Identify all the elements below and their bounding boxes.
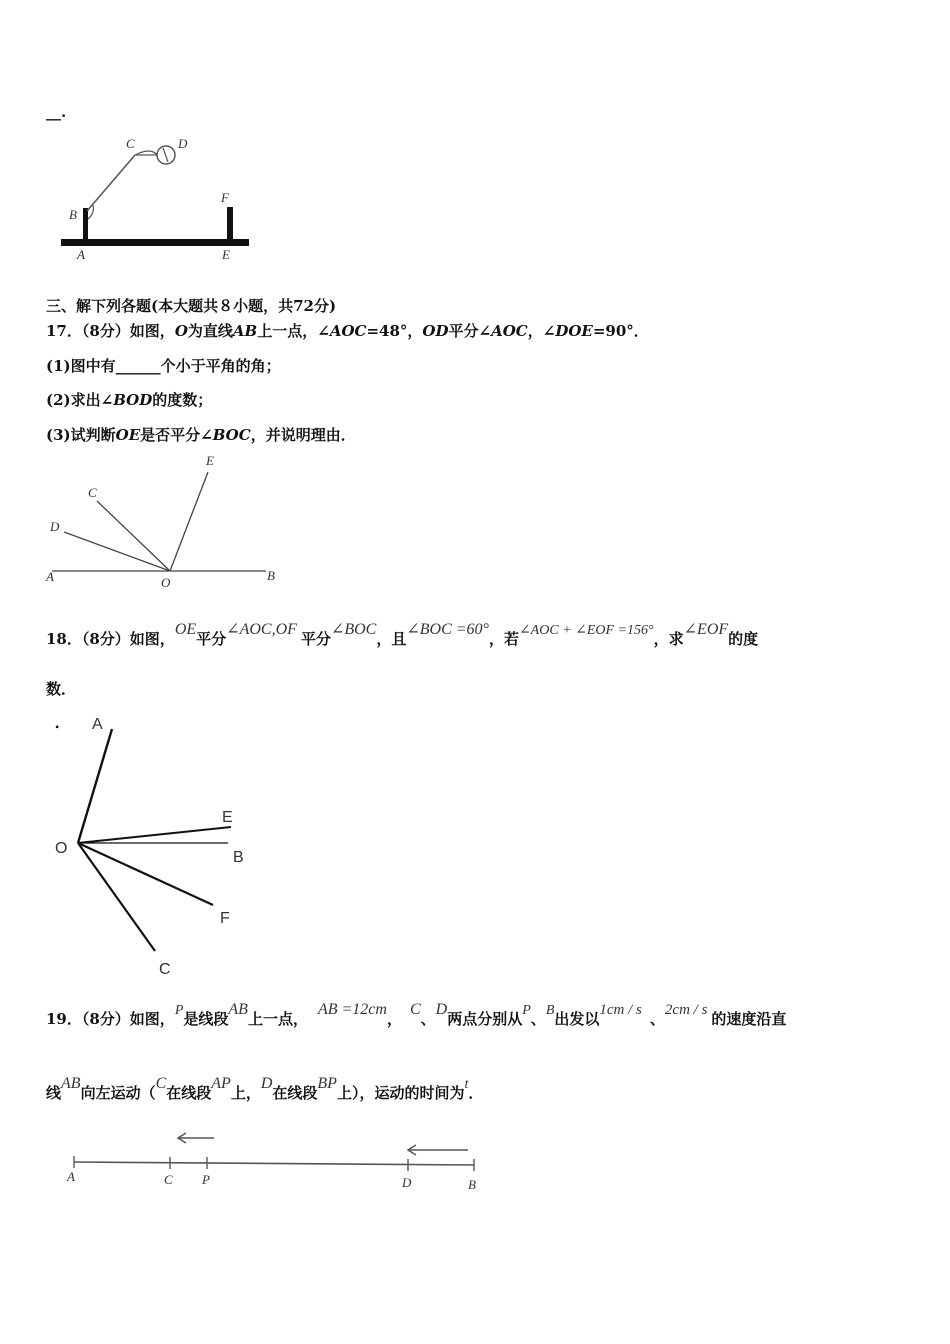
q17-p3-pre: (3)试判断 — [46, 426, 116, 444]
q17-aoc2: ∠AOC — [478, 322, 528, 340]
q18-stem-pre: 18．（8分）如图， — [46, 630, 175, 648]
pole-ab — [83, 208, 88, 241]
label-e: E — [206, 453, 214, 468]
label-f: F — [221, 190, 229, 205]
q18-m5: ∠AOC + ∠EOF =156° — [518, 623, 654, 638]
q19-t3: ， — [386, 1010, 402, 1028]
label-d: D — [50, 519, 60, 534]
top-fragment: __. — [46, 103, 67, 121]
q17-p3-post: ，并说明理由． — [250, 426, 356, 444]
q18-line2: 数． — [46, 680, 77, 698]
pole-ef — [227, 207, 233, 241]
figure-17 — [40, 450, 290, 590]
q19-t4: 、 — [420, 1010, 436, 1028]
q17-p3-oe: OE — [115, 426, 141, 444]
label-c: C — [164, 1172, 173, 1187]
ray-oe — [78, 827, 231, 843]
label-b: B — [267, 568, 275, 583]
label-d: D — [178, 136, 188, 151]
q19-l2-m6: t — [464, 1077, 469, 1092]
q19-m1: P — [174, 1003, 184, 1018]
q17-t5: ， — [527, 322, 543, 340]
q19-t1: 是线段 — [183, 1010, 229, 1028]
q19-m3: AB =12cm — [317, 1001, 387, 1018]
segment-ab — [74, 1162, 474, 1165]
q18-m4: ∠BOC =60° — [406, 621, 489, 638]
q18-t2: 平分 — [300, 630, 331, 648]
q17-part2 — [46, 389, 212, 410]
ray-oc — [78, 843, 155, 951]
q17-t2: 上一点， — [257, 322, 318, 340]
q17-p2-post: 的度数； — [152, 391, 213, 409]
label-c: C — [159, 961, 171, 978]
q17-stem — [46, 320, 649, 341]
label-a: A — [92, 716, 103, 733]
label-c: C — [88, 485, 97, 500]
q18-t4: ，若 — [488, 630, 519, 648]
q19-l2-t4: 在线段 — [272, 1084, 318, 1102]
q19-l2-t6: ． — [468, 1084, 484, 1102]
q17-p3-boc: ∠BOC — [200, 426, 251, 444]
q19-t9: 的速度沿直 — [711, 1010, 787, 1028]
label-a: A — [77, 247, 85, 262]
q19-m8: 1cm / s — [599, 1002, 642, 1018]
circle-d-mark — [163, 148, 168, 162]
q18-m6: ∠EOF — [683, 621, 729, 638]
q17-part1: (1)图中有______个小于平角的角； — [46, 357, 281, 375]
q19-line2 — [46, 1075, 484, 1103]
q19-l2-t5: 上），运动的时间为 — [336, 1084, 465, 1102]
q19-m4: C — [409, 1001, 421, 1018]
label-b: B — [468, 1177, 476, 1192]
q18-t3: ，且 — [376, 630, 407, 648]
q17-ab: AB — [232, 322, 258, 340]
label-c: C — [126, 136, 135, 151]
ground-bar — [61, 239, 249, 246]
label-a: A — [46, 569, 54, 584]
q17-t1: 为直线 — [187, 322, 233, 340]
q17-part3 — [46, 424, 356, 445]
label-o: O — [55, 840, 68, 857]
q19-l2-m4: D — [260, 1075, 273, 1092]
q18-m2: ∠AOC,OF — [226, 621, 297, 638]
q17-o: O — [174, 322, 188, 340]
q17-p2-pre: (2)求出 — [46, 391, 101, 409]
label-p: P — [202, 1172, 210, 1187]
figure-18 — [45, 705, 275, 985]
q19-l2-m1: AB — [61, 1075, 81, 1092]
q17-p2-bod: ∠BOD — [100, 391, 153, 409]
q19-stem — [46, 1001, 787, 1029]
ray-od — [64, 532, 170, 571]
ray-of — [78, 843, 213, 905]
q17-t3: =48°， — [366, 322, 423, 340]
ray-oc — [97, 501, 170, 571]
q19-l2-t1: 向左运动（ — [80, 1084, 156, 1102]
q17-p3-mid: 是否平分 — [140, 426, 201, 444]
q18-t5: ，求 — [653, 630, 684, 648]
section-heading: 三、解下列各题(本大题共８小题，共72分) — [46, 297, 337, 315]
q19-stem-pre: 19．（8分）如图， — [46, 1010, 175, 1028]
label-e: E — [222, 247, 230, 262]
ray-oa — [78, 729, 112, 843]
q18-stem — [46, 621, 759, 649]
q17-doe: ∠DOE — [542, 322, 593, 340]
q17-aoc: ∠AOC — [317, 322, 367, 340]
figure-19 — [60, 1125, 500, 1200]
q19-l2-t3: 上， — [230, 1084, 261, 1102]
q18-t6: 的度 — [728, 630, 759, 648]
q18-t1: 平分 — [196, 630, 227, 648]
q19-l2-m2: C — [155, 1075, 167, 1092]
label-b: B — [69, 207, 77, 222]
q18-m1: OE — [174, 621, 197, 638]
q19-m2: AB — [228, 1001, 248, 1018]
figure-16 — [55, 135, 255, 265]
label-f: F — [220, 910, 230, 927]
label-a: A — [67, 1169, 75, 1184]
q19-t2: 上一点， — [247, 1010, 308, 1028]
label-o: O — [161, 575, 171, 590]
q19-m7: B — [545, 1003, 555, 1018]
q19-m5: D — [435, 1001, 448, 1018]
q19-m9: 2cm / s — [664, 1002, 708, 1018]
label-d: D — [402, 1175, 412, 1190]
q17-stem-pre: 17．（8分）如图， — [46, 322, 175, 340]
q19-l2-m3: AP — [211, 1075, 231, 1092]
q19-l2-t0: 线 — [46, 1084, 62, 1102]
q19-m6: P — [522, 1003, 531, 1018]
q17-t6: =90°． — [592, 322, 649, 340]
q19-l2-t2: 在线段 — [166, 1084, 212, 1102]
label-e: E — [222, 809, 233, 826]
q17-od: OD — [422, 322, 449, 340]
q18-m3: ∠BOC — [330, 621, 377, 638]
ray-oe — [170, 472, 208, 571]
q19-t7: 出发以 — [554, 1010, 600, 1028]
ray-bc — [87, 155, 135, 211]
arc-c — [135, 151, 157, 155]
q17-t4: 平分 — [448, 322, 479, 340]
q19-l2-m5: BP — [317, 1075, 337, 1092]
label-b: B — [233, 849, 244, 866]
dot-mark: • — [55, 720, 60, 734]
q19-t5: 两点分别从 — [447, 1010, 523, 1028]
q19-t8: 、 — [649, 1010, 665, 1028]
q19-t6: 、 — [530, 1010, 546, 1028]
